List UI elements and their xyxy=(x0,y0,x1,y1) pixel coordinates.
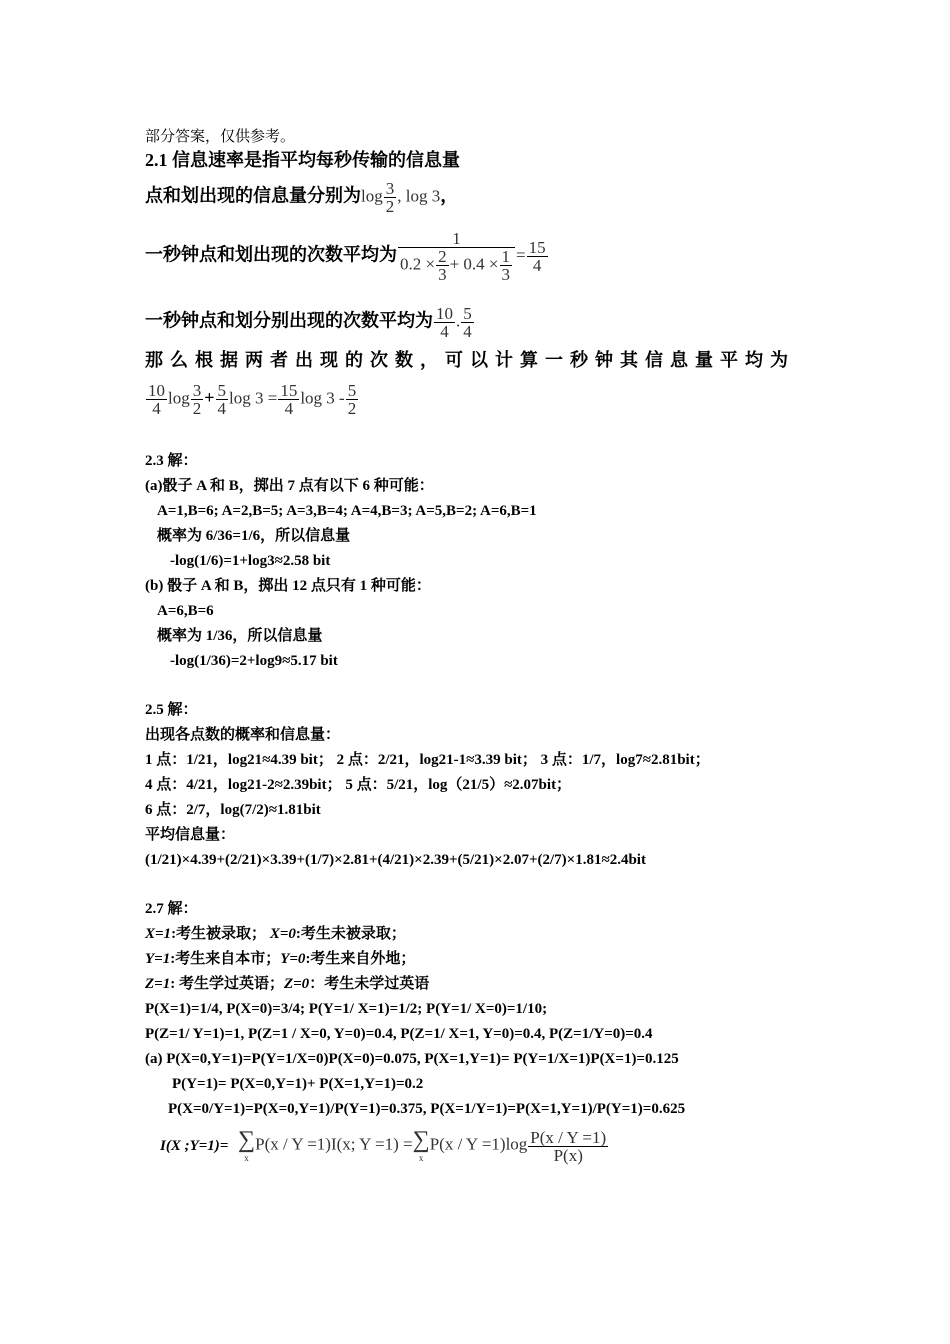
summation-symbol: ∑ x xyxy=(238,1127,256,1163)
s27-a-line-1: (a) P(X=0,Y=1)=P(Y=1/X=0)P(X=0)=0.075, P(X=1,Y=1)= P(Y=1/X=1)P(X=1)=0.125 xyxy=(145,1051,679,1067)
s21-line-1 xyxy=(145,180,458,215)
fraction: $\frac{5}{4}$ xyxy=(217,381,226,418)
fraction: $\frac{10}{4}$ xyxy=(436,304,453,341)
s27-z-def: Z=1: 考生学过英语；Z=0：考生未学过英语 xyxy=(145,976,430,992)
s21-l1-rest: , log 3 xyxy=(397,186,441,206)
s27-a-line-3: P(X=0/Y=1)=P(X=0,Y=1)/P(Y=1)=0.375, P(X=1/Y=1)=P(X=1,Y=1)/P(Y=1)=0.625 xyxy=(168,1101,686,1117)
fraction: $\frac{P(x / Y =1)}{P(x)}$ xyxy=(530,1127,607,1165)
fraction: $\frac{3}{2}$ xyxy=(192,381,202,418)
s23-b-info: -log(1/36)=2+log9≈5.17 bit xyxy=(170,653,338,669)
s21-l1-log: log xyxy=(361,186,383,206)
s23-b-cases: A=6,B=6 xyxy=(157,603,214,619)
s21-line-2 xyxy=(145,230,549,283)
s25-avg: (1/21)×4.39+(2/21)×3.39+(1/7)×2.81+(4/21)×2.39+(5/21)×2.07+(2/7)×1.81≈2.4bit xyxy=(145,852,646,868)
s25-row-2: 4 点：4/21，log21-2≈2.39bit； 5 点：5/21，log（21/5）≈2.07bit； xyxy=(145,777,572,793)
s23-a-prob: 概率为 6/36=1/6，所以信息量 xyxy=(157,528,351,544)
fraction: $\frac{3}{2}$ xyxy=(385,179,395,216)
fraction: $\frac{15}{4}$ xyxy=(528,238,546,275)
s23-b-prob: 概率为 1/36，所以信息量 xyxy=(157,628,323,644)
s23-a-head: (a)骰子 A 和 B，掷出 7 点有以下 6 种可能： xyxy=(145,478,434,494)
s27-prob-line-2: P(Z=1/ Y=1)=1, P(Z=1 / X=0, Y=0)=0.4, P(Z=1/ X=1, Y=0)=0.4, P(Z=1/Y=0)=0.4 xyxy=(145,1026,653,1042)
s23-b-head: (b) 骰子 A 和 B，掷出 12 点只有 1 种可能： xyxy=(145,578,431,594)
summation-symbol: ∑ x xyxy=(412,1127,430,1163)
s25-head: 出现各点数的概率和信息量： xyxy=(145,727,341,743)
s27-prob-line-1: P(X=1)=1/4, P(X=0)=3/4; P(Y=1/ X=1)=1/2; P(Y=1/ X=0)=1/10; xyxy=(145,1001,548,1017)
s21-l2-text: 一秒钟点和划出现的次数平均为 xyxy=(145,244,397,265)
fraction: $\frac{5}{2}$ xyxy=(347,381,357,418)
section-2-1-title: 2.1 信息速率是指平均每秒传输的信息量 xyxy=(145,150,460,170)
s21-l2-eq: = xyxy=(516,245,526,265)
s27-mutual-info-formula: ∑ x P(x / Y =1)I(x; Y =1) = ∑ x P(x / Y =1)log $\frac{P(x / Y =1)}{P(x)}$ xyxy=(238,1127,607,1165)
section-2-5-title: 2.5 解： xyxy=(145,702,198,718)
s23-a-info: -log(1/6)=1+log3≈2.58 bit xyxy=(170,553,331,569)
section-2-3-title: 2.3 解： xyxy=(145,453,198,469)
s21-line-5-formula: $\frac{10}{4}$ log $\frac{3}{2}$ + $\frac{5}{4}$ log 3 = $\frac{15}{4}$ log 3 - $\frac{5}{2}$ xyxy=(148,381,357,418)
s27-a-line-2: P(Y=1)= P(X=0,Y=1)+ P(X=1,Y=1)=0.2 xyxy=(172,1076,424,1092)
s25-row-3: 6 点：2/7，log(7/2)≈1.81bit xyxy=(145,802,321,818)
s21-l1-text: 点和划出现的信息量分别为 xyxy=(145,185,361,206)
s21-l3-text: 一秒钟点和划分别出现的次数平均为 xyxy=(145,310,433,331)
s21-line-4: 那么根据两者出现的次数，可以计算一秒钟其信息量平均为 xyxy=(145,350,795,370)
intro-note: 部分答案，仅供参考。 xyxy=(145,129,296,145)
fraction: $\frac{5}{4}$ xyxy=(463,304,472,341)
fraction-compound: 1 0.2 × $\frac{2}{3}$ + 0.4 × $\frac{1}{3}$ xyxy=(398,230,515,283)
s23-a-cases: A=1,B=6; A=2,B=5; A=3,B=4; A=4,B=3; A=5,B=2; A=6,B=1 xyxy=(157,503,537,519)
s27-y-def: Y=1:考生来自本市；Y=0:考生来自外地； xyxy=(145,951,416,967)
section-2-7-title: 2.7 解： xyxy=(145,901,198,917)
fraction: $\frac{10}{4}$ xyxy=(148,381,165,418)
s25-avg-head: 平均信息量： xyxy=(145,827,236,843)
s21-line-3: 一秒钟点和划分别出现的次数平均为 $\frac{10}{4}$ . $\frac{5}{4}$ xyxy=(145,304,472,341)
fraction: $\frac{1}{3}$ xyxy=(501,247,511,284)
s25-row-1: 1 点：1/21，log21≈4.39 bit； 2 点：2/21，log21-1≈3.39 bit； 3 点：1/7，log7≈2.81bit； xyxy=(145,752,710,768)
fraction: $\frac{2}{3}$ xyxy=(438,247,447,284)
s21-l1-tail: ， xyxy=(440,185,459,206)
s27-mutual-info-label: I(X ;Y=1)= xyxy=(160,1138,229,1154)
fraction: $\frac{15}{4}$ xyxy=(280,381,298,418)
s27-x-def: X=1:考生被录取； X=0:考生未被录取； xyxy=(145,926,406,942)
